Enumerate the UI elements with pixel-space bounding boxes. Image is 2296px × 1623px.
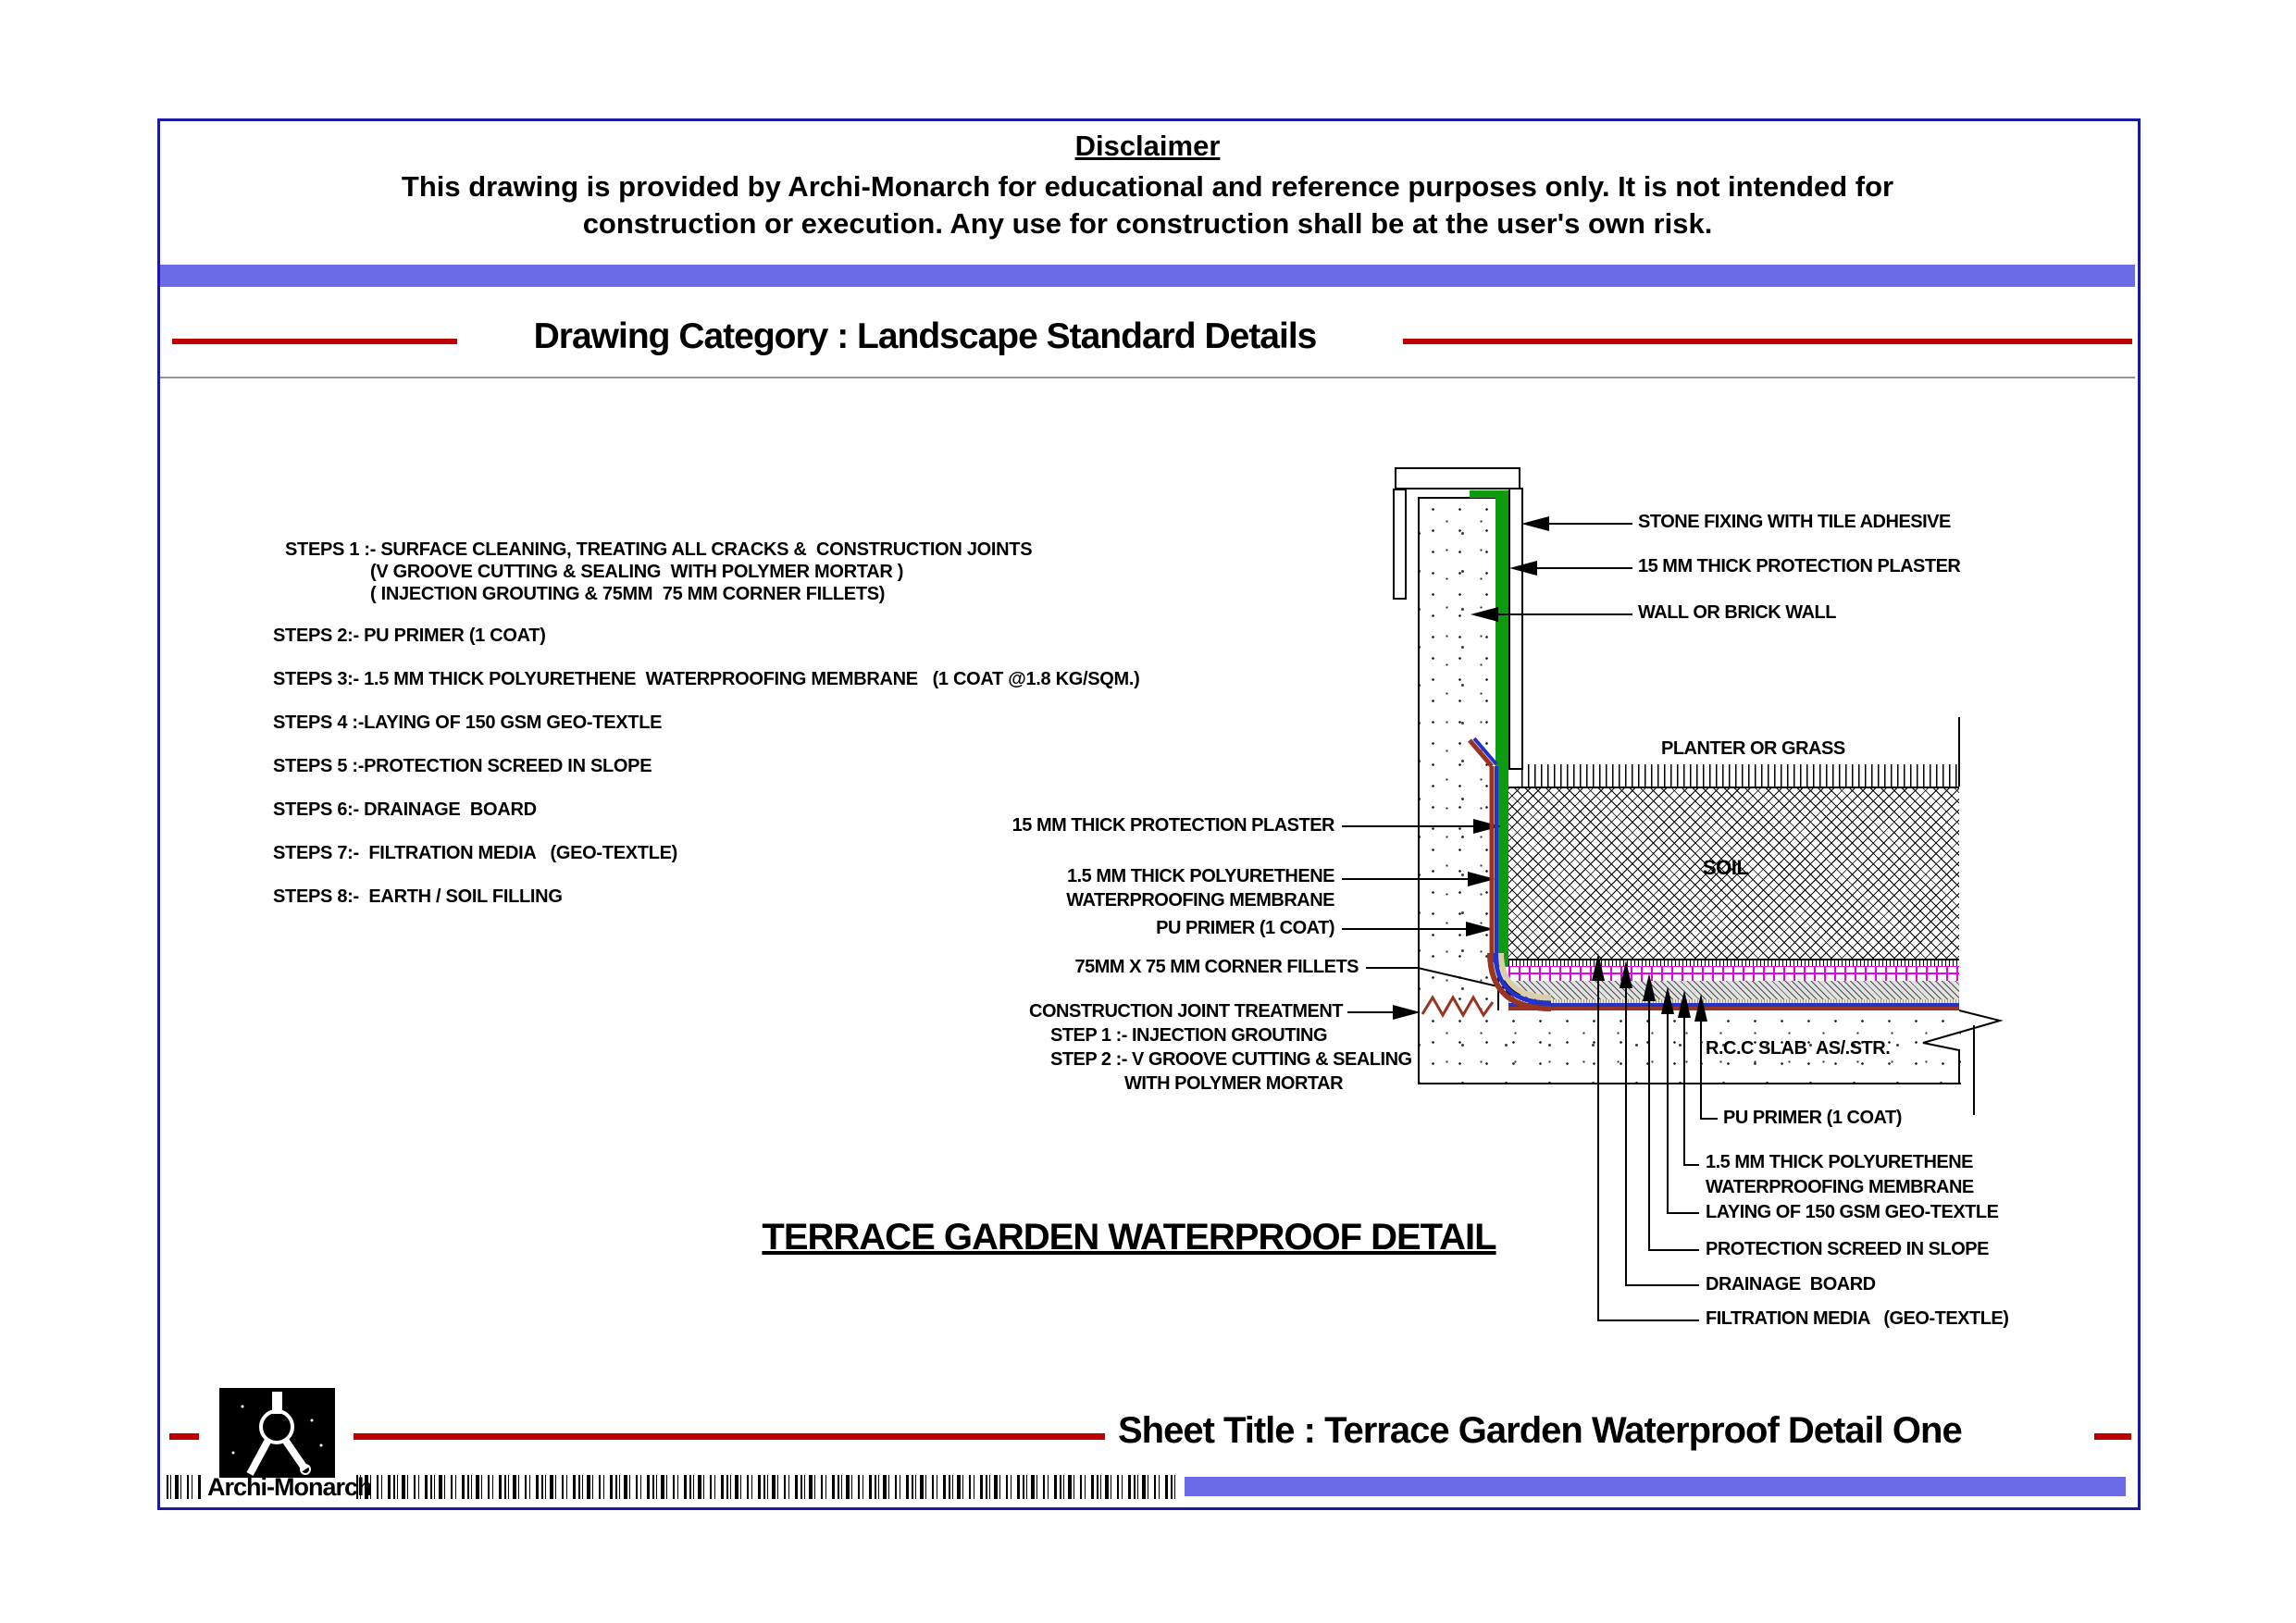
label-pu-primer-left: PU PRIMER (1 COAT) [1156, 918, 1334, 938]
label-rcc-slab: R.C.C SLAB AS/.STR. [1706, 1038, 1891, 1059]
category-rule-left [172, 339, 457, 344]
label-wall: WALL OR BRICK WALL [1638, 602, 1836, 623]
header-divider [160, 377, 2135, 378]
drafting-compass-icon [219, 1388, 335, 1478]
step-1-line-2: (V GROOVE CUTTING & SEALING WITH POLYMER MORTAR ) [370, 562, 904, 582]
label-stone-fixing: STONE FIXING WITH TILE ADHESIVE [1638, 512, 1951, 532]
step-8: STEPS 8:- EARTH / SOIL FILLING [273, 886, 563, 907]
label-membrane-left-2: WATERPROOFING MEMBRANE [1066, 890, 1334, 911]
step-2: STEPS 2:- PU PRIMER (1 COAT) [273, 626, 546, 646]
label-corner-fillets: 75MM X 75 MM CORNER FILLETS [1074, 957, 1359, 977]
footer-accent-band [1185, 1477, 2126, 1496]
disclaimer-title: Disclaimer [1074, 130, 1221, 162]
label-planter: PLANTER OR GRASS [1661, 738, 1845, 759]
label-geotextile: LAYING OF 150 GSM GEO-TEXTLE [1706, 1202, 1999, 1222]
sheet-title: Sheet Title : Terrace Garden Waterproof Detail One [1118, 1410, 1962, 1451]
stone-fixing-strip [1508, 488, 1523, 770]
label-joint-line-3: STEP 2 :- V GROOVE CUTTING & SEALING [1050, 1049, 1412, 1070]
brand-name: Archi-Monarch [207, 1473, 372, 1501]
barcode-left-segment [167, 1475, 204, 1499]
label-membrane-bottom-2: WATERPROOFING MEMBRANE [1706, 1177, 1974, 1197]
label-drainage: DRAINAGE BOARD [1706, 1274, 1876, 1295]
label-membrane-left-1: 1.5 MM THICK POLYURETHENE [1066, 866, 1334, 886]
category-heading: Drawing Category : Landscape Standard Details [533, 316, 1317, 356]
disclaimer-line-2: construction or execution. Any use for construction shall be at the user's own risk. [582, 207, 1713, 240]
label-membrane-bottom-1: 1.5 MM THICK POLYURETHENE [1706, 1152, 1974, 1172]
header-accent-band [160, 265, 2135, 287]
label-filtration: FILTRATION MEDIA (GEO-TEXTLE) [1706, 1308, 2009, 1329]
drawing-title: TERRACE GARDEN WATERPROOF DETAIL [762, 1217, 1496, 1258]
step-3: STEPS 3:- 1.5 MM THICK POLYURETHENE WATERPROOFING MEMBRANE (1 COAT @1.8 KG/SQM.) [273, 669, 1140, 689]
label-joint-line-4: WITH POLYMER MORTAR [1124, 1073, 1344, 1094]
step-4: STEPS 4 :-LAYING OF 150 GSM GEO-TEXTLE [273, 712, 663, 733]
step-7: STEPS 7:- FILTRATION MEDIA (GEO-TEXTLE) [273, 843, 678, 863]
archi-monarch-logo [219, 1388, 335, 1478]
label-plaster-top: 15 MM THICK PROTECTION PLASTER [1638, 556, 1961, 576]
label-joint-line-2: STEP 1 :- INJECTION GROUTING [1050, 1025, 1327, 1046]
footer-rule-dash-right [2094, 1433, 2131, 1440]
wall-plaster-top-cap [1470, 490, 1508, 498]
grass-hatch [1521, 764, 1957, 787]
step-1-line-1: STEPS 1 :- SURFACE CLEANING, TREATING ALL CRACKS & CONSTRUCTION JOINTS [285, 539, 1033, 560]
coping-stone [1395, 467, 1520, 489]
footer-rule-dash-left [169, 1433, 199, 1440]
wall-core [1418, 497, 1499, 1012]
category-rule-right [1403, 339, 2132, 344]
label-screed: PROTECTION SCREED IN SLOPE [1706, 1239, 1989, 1259]
label-plaster-left: 15 MM THICK PROTECTION PLASTER [1011, 815, 1334, 836]
step-6: STEPS 6:- DRAINAGE BOARD [273, 799, 537, 820]
wall-protection-plaster [1496, 490, 1508, 967]
step-5: STEPS 5 :-PROTECTION SCREED IN SLOPE [273, 756, 652, 776]
label-pu-primer-bottom: PU PRIMER (1 COAT) [1723, 1108, 1902, 1128]
label-soil: SOIL [1703, 856, 1749, 879]
barcode-main-segment [356, 1475, 1178, 1499]
step-1-line-3: ( INJECTION GROUTING & 75MM 75 MM CORNER FILLETS) [370, 584, 886, 604]
disclaimer-line-1: This drawing is provided by Archi-Monarch for educational and reference purposes only. It is not intended for [401, 170, 1894, 203]
footer-rule-main [354, 1433, 1105, 1440]
left-stone-cladding [1393, 489, 1407, 600]
protection-screed-layer [1508, 981, 1959, 999]
label-joint-line-1: CONSTRUCTION JOINT TREATMENT [1029, 1001, 1343, 1022]
